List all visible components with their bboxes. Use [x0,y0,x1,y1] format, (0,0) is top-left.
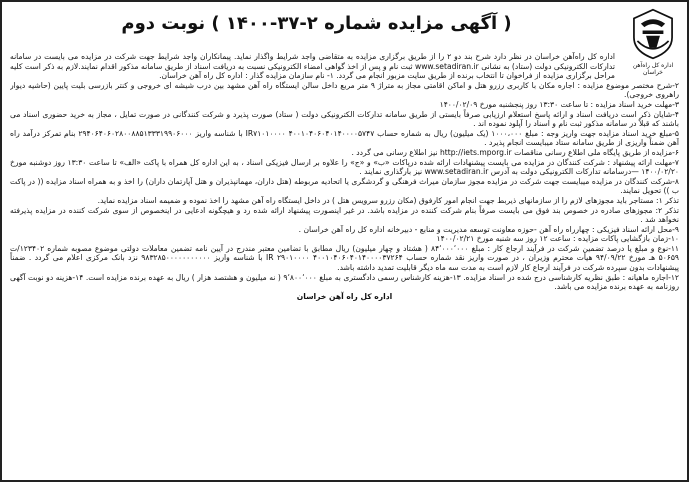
list-item: ۹-محل ارائه اسناد فیزیکی : چهارراه راه آهن -حوزه معاونت توسعه مدیریت و منابع - دبیرخانه اداره کل راه آهن خراسان . [298,224,679,234]
signature: اداره کل راه آهن خراسان [296,291,393,301]
list-item: ۵-مبلغ خرید اسناد مزایده جهت واریز وجه : مبلغ ۱۰۰۰،۰۰۰ (یک میلیون) ریال به شماره حساب ۴۰۰۱۰۴۰۶۰۴۰۱۴۰۰۰۰۵۷۴۷ IR۷۱۰۱۰۰۰۰ با شناسه واریز ۲۹۴۰۶۴۰۶۰۲۸۰۰۸۸۵۱۳۳۳۱۹۹۰۶۰۰۰ بنام تمرکز درآمد راه آهن ضمناً واریزی از طریق سامانه ستاد میبایست انجام پذیرد . [10,128,679,148]
list-item: ۲-شرح مختصر موضوع مزایده : اجاره مکان با کاربری رزرو هتل و اماکن اقامتی مجاز به متراژ ۹ متر مربع داخل سالن ایستگاه راه آهن مشهد بین درب شیشه ای خروجی و کنتر بازرسی بلیت پایین (حاشیه دیوار راهروی خروجی). [10,80,679,100]
page-title: ( آگهی مزایده شماره ۲-۳۷-۱۴۰۰ ) نوبت دوم [121,12,512,34]
list-item: ۷-مهلت ارائه پیشنهاد : شرکت کنندگان در مزایده می بایست پیشنهادات ارائه شده درپاکات «ب» و «ج» را علاوه بر ارسال فیزیکی اسناد ، به این اداره کل همراه با پاکت «الف» تا ساعت ۱۳:۳۰ روز دوشنبه مورخ ۱۴۰۰/۰۲/۲۰ —درسامانه تدارکات الکترونیکی دولت به آدرس www.setadiran.ir نیز بارگذاری نمایند . [10,157,679,177]
list-item: ۴-شایان ذکر است دریافت اسناد و ارائه پاسخ استعلام ارزیابی صرفاً بایستی از طریق سامانه تدارکات الکترونیکی دولت ( ستاد) صورت پذیرد و شرکت کنندگانی در صورت تمایل ، مجاز به خرید حضوری اسناد می باشند که قبلاً در سامانه مذکور ثبت نام و اسناد را آپلود نموده اند . [10,109,679,129]
intro-paragraph: اداره کل راه‌آهن خراسان در نظر دارد شرح بند دو ۲ را از طریق برگزاری مزایده به متقاضی واجد شرایط واگذار نماید. پیمانکاران واجد شرایط جهت شرکت در مزایده می بایست در سامانه تدارکات الکترونیکی دولت (ستاد) به نشانی www.setadiran.ir ثبت نام و پس از اخذ گواهی امضاء الکترونیکی نسبت به دریافت اسناد از طریق سامانه مذکور اقدام نمایند.لازم به ذکر است کلیه مراحل برگزاری مزایده از فراخوان تا انتخاب برنده از طریق سایت مزبور انجام می گردد. ۱- نام سازمان مزایده گذار : اداره کل راه آهن خراسان. [10,52,615,81]
ad-body [10,52,679,476]
list-item: تذکر ۱: مستاجر باید مجوزهای لازم را از سازمانهای ذیربط جهت انجام امور کارفوق (مکان رزرو سرویس هتل ) در داخل ایستگاه راه آهن مشهد را اخذ نموده و ضمیمه اسناد مزایده نماید. [97,195,679,205]
list-item: ۶-مزایده از طریق پایگاه ملی اطلاع رسانی مناقصات http://iets.mporg.ir نیز اطلاع رسانی می گردد . [351,147,679,157]
list-item: ۳-مهلت خرید اسناد مزایده : تا ساعت ۱۳:۳۰ روز پنجشنبه مورخ ۱۴۰۰/۰۲/۰۹ [439,99,679,109]
list-item: ۱۲-اجاره ماهیانه : طبق نظریه کارشناسی درج شده در اسناد مزایده. ۱۳-هزینه کارشناس رسمی دادگستری به مبلغ ۹٬۸۰۰٬۰۰۰ ( نه میلیون و هشتصد هزار ) ریال به عهده برنده مزایده است. ۱۴-هزینه دو نوبت آگهی روزنامه به عهده برنده مزایده می باشد. [10,272,679,292]
list-item: ۱۱-نوع و مبلغ یا درصد تضمین شرکت در فرآیند ارجاع کار : مبلغ ۸۴٬۰۰۰٬۰۰۰ ( هشتاد و چهار میلیون) ریال مطابق با تضامین معتبر مندرج در آیین نامه تضمین معاملات دولتی موضوع مصوبه شماره ۱۲۳۴۰۲/ت ۵۰۶۵۹ هـ مورخ ۹۴/۰۹/۲۲ هیأت محترم وزیران ، در صورت واریز نقد شماره حساب ۴۰۰۱۰۴۰۶۰۴۰۱۴۰۰۰۰۳۷۲۶۴ IR ۲۹۰۱۰۰۰۰ با شناسه واریز ۹۸۳۲۸۵۰۰۰۰۰۰۰۰۰۰۰ نزد بانک مرکزی اعلام می گردد . ضمناً پیشنهادات بدون سپرده شرکت در فرآیند ارجاع کار لازم است به مدت سه ماه دیگر قابلیت تمدید داشته باشد. [10,243,679,273]
list-item: ۱۰-زمان بازگشایی پاکات مزایده : ساعت ۱۲ روز سه شنبه مورخ ۱۴۰۰/۰۲/۲۱ [436,234,679,244]
list-item: تذکر ۲: مجوزهای صادره در خصوص بند فوق می بایست صرفاً بنام شرکت کننده در مزایده باشد. در غیر اینصورت پیشنهاد ارائه شده رد و هیچگونه ادعایی در اینخصوص از سوی شرکت کننده در مزایده پذیرفته نخواهد شد . [10,205,679,225]
logo-caption: اداره کل راه‌آهن خراسان [632,62,674,76]
list-item: ۸-شرکت کنندگان در مزایده میبایست جهت شرکت در مزایده مجوز سازمان میراث فرهنگی و گردشگری یا اتحادیه مربوطه (هتل داران، مهمانپذیران و هتل آپارتمان داران) را اخذ و به همراه اسناد مزایده (( در پاکت ب )) تحویل نمایند. [10,176,679,196]
